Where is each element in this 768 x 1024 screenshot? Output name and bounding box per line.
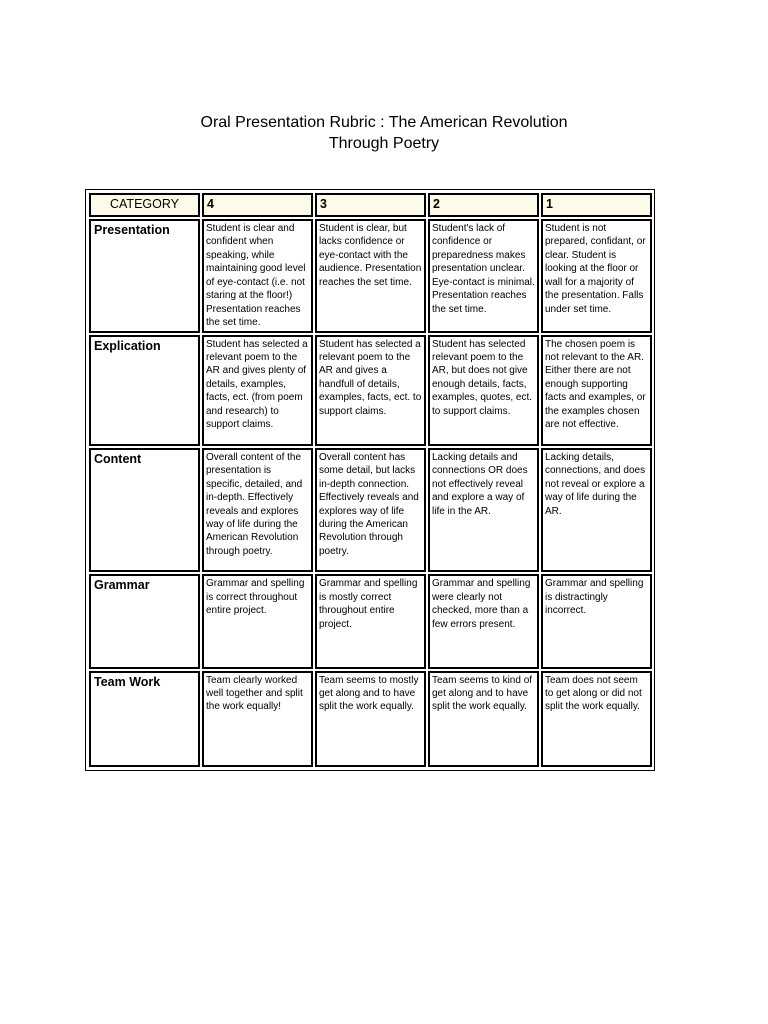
header-row	[89, 193, 652, 217]
table-row	[89, 335, 652, 446]
table-row	[89, 219, 652, 333]
row-category-explication: Explication	[89, 335, 200, 446]
table-cell: Student is not prepared, confidant, or clear. Student is looking at the floor or wall for a majority of the presentation. Falls under set time.	[541, 219, 652, 333]
rubric-table-frame	[85, 189, 655, 771]
row-category-team-work: Team Work	[89, 671, 200, 767]
row-category-presentation: Presentation	[89, 219, 200, 333]
header-score-3: 3	[315, 193, 426, 217]
rubric-table	[87, 191, 654, 769]
header-score-4: 4	[202, 193, 313, 217]
title-line-1: Oral Presentation Rubric : The American Revolution	[200, 114, 568, 131]
table-cell: The chosen poem is not relevant to the AR. Either there are not enough supporting facts and examples, or the examples chosen are not effective.	[541, 335, 652, 446]
header-score-2: 2	[428, 193, 539, 217]
table-cell: Student has selected a relevant poem to the AR and gives a handfull of details, examples, facts, ect. to support claims.	[315, 335, 426, 446]
table-cell: Student is clear, but lacks confidence or eye-contact with the audience. Presentation reaches the set time.	[315, 219, 426, 333]
title-line-2: Through Poetry	[328, 135, 440, 152]
row-category-grammar: Grammar	[89, 574, 200, 668]
table-cell: Grammar and spelling were clearly not checked, more than a few errors present.	[428, 574, 539, 668]
table-cell: Grammar and spelling is correct throughout entire project.	[202, 574, 313, 668]
header-category: CATEGORY	[89, 193, 200, 217]
table-cell: Team seems to mostly get along and to have split the work equally.	[315, 671, 426, 767]
table-cell: Student has selected relevant poem to the AR, but does not give enough details, facts, examples, quotes, ect. to support claims.	[428, 335, 539, 446]
table-row	[89, 448, 652, 572]
table-row	[89, 574, 652, 668]
table-cell: Team seems to kind of get along and to have split the work equally.	[428, 671, 539, 767]
table-cell: Student has selected a relevant poem to the AR and gives plenty of details, examples, facts, ect. (from poem and research) to support claims.	[202, 335, 313, 446]
table-cell: Grammar and spelling is mostly correct throughout entire project.	[315, 574, 426, 668]
table-cell: Student's lack of confidence or preparedness makes presentation unclear. Eye-contact is minimal. Presentation reaches the set time.	[428, 219, 539, 333]
table-cell: Team does not seem to get along or did not split the work equally.	[541, 671, 652, 767]
table-cell: Student is clear and confident when speaking, while maintaining good level of eye-contact (i.e. not staring at the floor!) Presentation reaches the set time.	[202, 219, 313, 333]
table-row	[89, 671, 652, 767]
table-cell: Lacking details, connections, and does not reveal or explore a way of life during the AR.	[541, 448, 652, 572]
table-cell: Lacking details and connections OR does not effectively reveal and explore a way of life in the AR.	[428, 448, 539, 572]
table-cell: Team clearly worked well together and split the work equally!	[202, 671, 313, 767]
table-cell: Overall content has some detail, but lacks in-depth connection. Effectively reveals and explores way of life during the American Revolution through poetry.	[315, 448, 426, 572]
table-cell: Overall content of the presentation is specific, detailed, and in-depth. Effectively reveals and explores way of life during the American Revolution through poetry.	[202, 448, 313, 572]
table-cell: Grammar and spelling is distractingly incorrect.	[541, 574, 652, 668]
row-category-content: Content	[89, 448, 200, 572]
header-score-1: 1	[541, 193, 652, 217]
document-title	[0, 112, 768, 154]
